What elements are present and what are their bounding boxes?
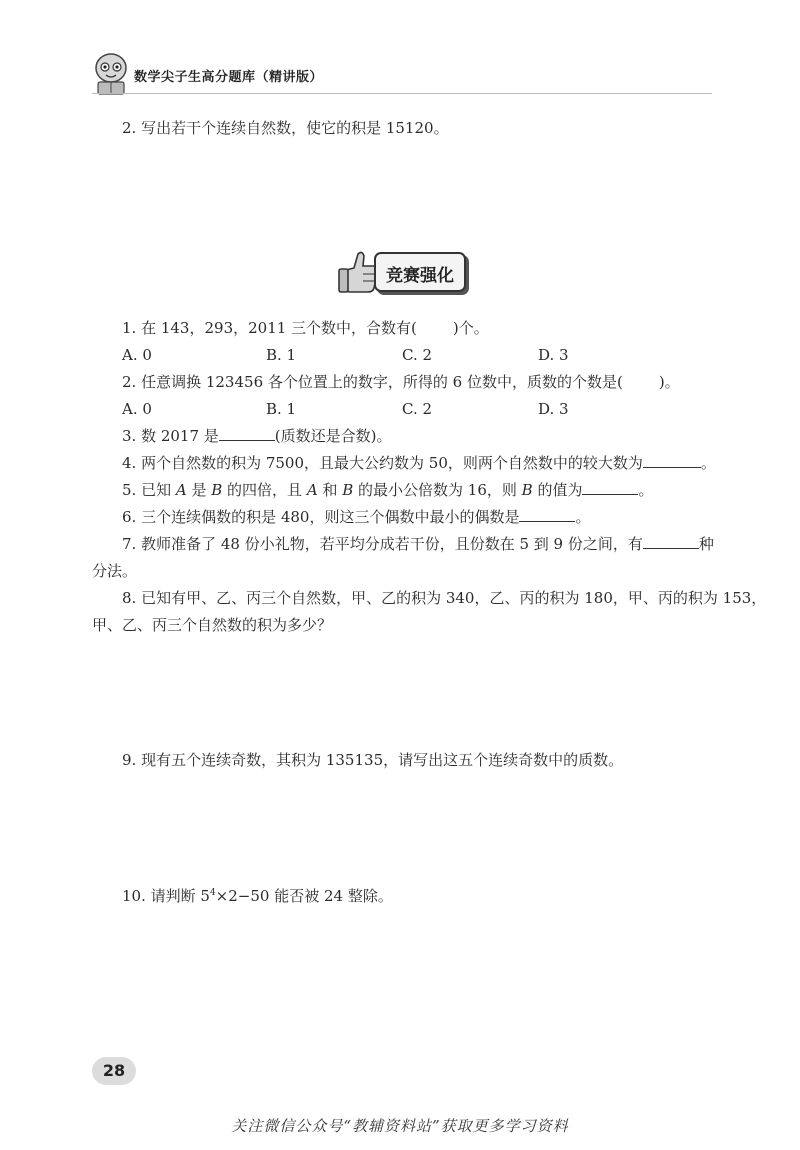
- question-3: [122, 426, 392, 446]
- question-2-suffix: )。: [658, 373, 680, 391]
- question-6: [122, 507, 591, 527]
- var-b: B: [342, 481, 354, 499]
- answer-blank: [643, 453, 701, 468]
- question-2-text: 2. 任意调换 123456 各个位置上的数字，所得的 6 位数中，质数的个数是(: [122, 373, 623, 391]
- mascot-logo-icon: [92, 52, 130, 96]
- q5-part: 是: [186, 481, 212, 499]
- question-6-suffix: 。: [575, 508, 591, 526]
- question-1-text: 1. 在 143，293，2011 三个数中，合数有(: [122, 319, 417, 337]
- question-2-top: 2. 写出若干个连续自然数，使它的积是 15120。: [122, 119, 449, 137]
- question-1-suffix: )个。: [452, 319, 489, 337]
- var-b: B: [211, 481, 223, 499]
- question-2: [122, 372, 680, 392]
- question-7: [122, 534, 714, 554]
- question-9: 9. 现有五个连续奇数，其积为 135135，请写出这五个连续奇数中的质数。: [122, 751, 624, 769]
- answer-blank: [582, 480, 638, 495]
- question-1: [122, 318, 489, 338]
- answer-blank: [643, 534, 699, 549]
- question-4-suffix: 。: [700, 454, 716, 472]
- section-title-box: [374, 252, 466, 292]
- page-number: 28: [92, 1057, 136, 1085]
- question-8-line2: 甲、乙、丙三个自然数的积为多少？: [92, 616, 333, 634]
- q1-option-b: B. 1: [266, 346, 297, 364]
- question-5-suffix: 。: [638, 481, 654, 499]
- q1-option-d: D. 3: [538, 346, 569, 364]
- q2-option-b: B. 1: [266, 400, 297, 418]
- question-10: [122, 883, 393, 906]
- q5-part: 5. 已知: [122, 481, 176, 499]
- section-badge: [334, 246, 466, 296]
- question-3-suffix: (质数还是合数)。: [274, 427, 392, 445]
- question-10-text: 10. 请判断 5: [122, 887, 210, 905]
- header-title: 数学尖子生高分题库（精讲版）: [134, 70, 324, 85]
- question-10-suffix: ×2−50 能否被 24 整除。: [215, 887, 393, 905]
- q5-part: 的值为: [532, 481, 583, 499]
- q2-option-a: A. 0: [122, 400, 152, 418]
- question-3-text: 3. 数 2017 是: [122, 427, 219, 445]
- q1-option-c: C. 2: [402, 346, 433, 364]
- q5-part: 的四倍，且: [222, 481, 307, 499]
- q5-part: 的最小公倍数为 16，则: [353, 481, 522, 499]
- exponent: 4: [209, 888, 216, 898]
- var-a: A: [175, 481, 187, 499]
- question-4: [122, 453, 716, 473]
- var-b: B: [521, 481, 533, 499]
- section-title: 竞赛强化: [386, 266, 454, 286]
- question-7-suffix: 种: [698, 535, 714, 553]
- question-7-text: 7. 教师准备了 48 份小礼物，若平均分成若干份，且份数在 5 到 9 份之间，有: [122, 535, 643, 553]
- q1-option-a: A. 0: [122, 346, 152, 364]
- question-4-text: 4. 两个自然数的积为 7500，且最大公约数为 50，则两个自然数中的较大数为: [122, 454, 643, 472]
- question-6-text: 6. 三个连续偶数的积是 480，则这三个偶数中最小的偶数是: [122, 508, 520, 526]
- question-5: [122, 480, 653, 500]
- footer-note: 关注微信公众号“教辅资料站”获取更多学习资料: [231, 1117, 569, 1135]
- q5-part: 和: [317, 481, 343, 499]
- answer-blank: [219, 426, 275, 441]
- q2-option-c: C. 2: [402, 400, 433, 418]
- header-divider: [92, 93, 712, 94]
- answer-blank: [519, 507, 575, 522]
- var-a: A: [306, 481, 318, 499]
- q2-option-d: D. 3: [538, 400, 569, 418]
- question-7-line2: 分法。: [92, 562, 138, 580]
- question-8-line1: 8. 已知有甲、乙、丙三个自然数，甲、乙的积为 340，乙、丙的积为 180，甲、丙的积为 153，: [122, 589, 767, 607]
